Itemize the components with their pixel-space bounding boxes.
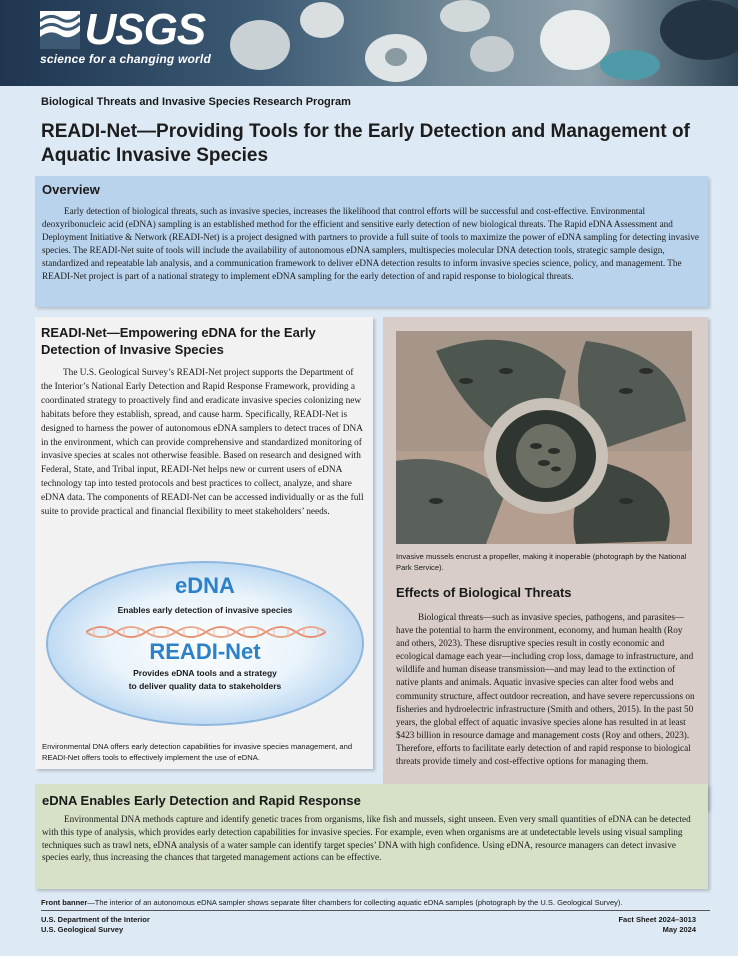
- usgs-wave-icon: [40, 11, 80, 49]
- propeller-image: [396, 331, 692, 544]
- mussel-propeller-photo: [396, 331, 692, 544]
- front-banner-caption: [41, 898, 711, 907]
- edna-section: [35, 784, 708, 889]
- footer-department: U.S. Department of the Interior: [41, 915, 150, 924]
- threats-text: Biological threats—such as invasive species, pathogens, and parasites—have the potential to harm the environment, economy, and human health (Roy and others, 2023). These disruptive species result in costly economic and ecological damage each year—including crop loss, damage to infrastructure, and wildlife and human disease transmission—and may lead to the extinction of native plants and animals. Aquatic invasive species can alter food webs and community structure, affect outdoor recreation, and have severe repercussions on fisheries and hydroelectric infrastructure (Smith and others, 2015). In the past 50 years, the global effect of aquatic invasive species alone has resulted in at least $423 billion in resource damage and management costs (Roy and others, 2023). Therefore, efforts to facilitate early detection of and rapid response to biological threats provide timely and cost-effective options for managing them.: [396, 612, 695, 767]
- footer-publication: [618, 915, 696, 935]
- empowering-section: [35, 317, 373, 769]
- footer-fact-sheet: Fact Sheet 2024–3013: [618, 915, 696, 924]
- empowering-text: The U.S. Geological Survey’s READI-Net project supports the Department of the Interior’s National Early Detection and Rapid Response Framework, providing a coordinated strategy to proactively find and eradicate invasive species colonizing new habitats before they establish, spread, and cause harm. Specifically, READI-Net is designed to harness the power of autonomous eDNA samplers to detect traces of DNA in the environment, which can provide comprehensive and standardized monitoring of invasive species at scales not otherwise feasible. Based on research and designed with Federal, State, and Tribal input, READI-Net helps new or current users of eDNA technology tap into tested protocols and best practices to collect, analyze, and share eDNA data. The components of READI-Net can be accessed individually or as the full suite to provide practical and financial flexibility to meet stakeholders’ needs.: [41, 368, 364, 518]
- dna-helix-icon: [86, 625, 326, 639]
- overview-heading: Overview: [42, 182, 100, 197]
- logo-tagline: science for a changing world: [40, 52, 211, 66]
- empowering-heading: READI-Net—Empowering eDNA for the Early Detection of Invasive Species: [41, 325, 316, 357]
- diagram-edna-title: eDNA: [175, 573, 235, 598]
- usgs-logo[interactable]: [40, 5, 211, 66]
- diagram-readi-title: READI-Net: [149, 639, 261, 664]
- diagram-readi-subtitle-line-1: Provides eDNA tools and a strategy: [133, 668, 277, 678]
- edna-heading: eDNA Enables Early Detection and Rapid Response: [42, 793, 361, 808]
- front-banner-photo: [0, 0, 738, 86]
- diagram-caption: Environmental DNA offers early detection capabilities for invasive species management, and READI-Net offers tools to effectively implement the use of eDNA.: [42, 742, 353, 762]
- threats-section: [383, 317, 708, 810]
- footer-survey: U.S. Geological Survey: [41, 925, 124, 934]
- overview-section: [35, 176, 708, 307]
- page-title: READI-Net—Providing Tools for the Early Detection and Management of Aquatic Invasive Species: [41, 121, 690, 166]
- front-banner-label: Front banner: [41, 898, 88, 907]
- front-banner-text: —The interior of an autonomous eDNA sampler shows separate filter chambers for collecting aquatic eDNA samples (photograph by the U.S. Geological Survey).: [87, 898, 623, 907]
- edna-diagram: [46, 561, 364, 726]
- logo-word: USGS: [84, 5, 206, 54]
- overview-text: Early detection of biological threats, such as invasive species, increases the likelihood that control efforts will be successful and cost-effective. Environmental deoxyribonucleic acid (eDNA) sampling is an established method for the efficient and sensitive early detection of new biological threats. The Rapid eDNA Assessment and Deployment Initiative & Network (READI-Net) is a project designed with partners to provide a full suite of tools to maximize the power of eDNA sampling for detecting invasive species. The READI-Net suite of tools will include the availability of autonomous eDNA samplers, multispecies molecular DNA detection tools, strategic sample design, standardized and repeatable lab analysis, and a communication framework to deliver eDNA detection results to inform invasive species science, policy, and management. The READI-Net project is part of a national strategy to implement eDNA sampling for the early detection of and rapid response to biological threats.: [42, 206, 699, 282]
- photo-caption: Invasive mussels encrust a propeller, making it inoperable (photograph by the National Park Service).: [396, 552, 687, 572]
- diagram-readi-subtitle-line-2: to deliver quality data to stakeholders: [128, 681, 282, 691]
- threats-heading: Effects of Biological Threats: [396, 585, 572, 600]
- program-name: Biological Threats and Invasive Species Research Program: [41, 96, 351, 108]
- diagram-readi-subtitle: [48, 667, 362, 693]
- footer-agency: [41, 915, 150, 935]
- footer-date: May 2024: [662, 925, 696, 934]
- footer-divider: [41, 910, 710, 911]
- diagram-edna-subtitle: Enables early detection of invasive species: [117, 605, 293, 615]
- edna-text: Environmental DNA methods capture and identify genetic traces from organisms, like fish and mussels, sight unseen. Even very small quantities of eDNA can be detected with this type of analysis, which provides early detection capabilities for invasive species. For example, even when organisms are at undetectable levels using visual sampling techniques such as trawl nets, eDNA analysis of a water sample can identify target species’ DNA with high confidence. Using eDNA, resource managers can detect invasive species early, thus increasing the chances that targeted management actions can be effective.: [42, 814, 691, 863]
